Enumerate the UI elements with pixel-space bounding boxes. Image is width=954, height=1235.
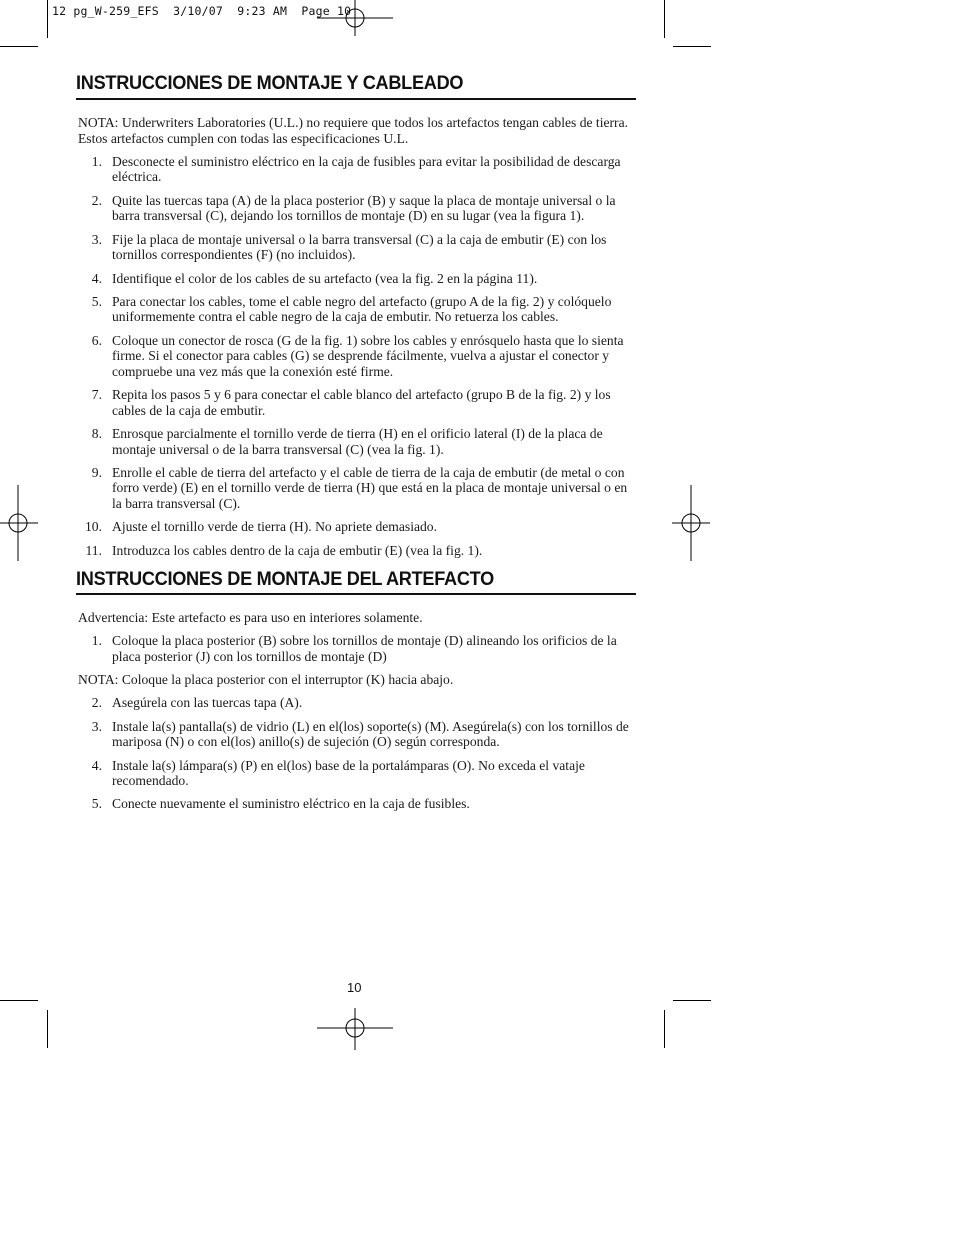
list-item	[78, 758, 636, 789]
ul-note: NOTA: Underwriters Laboratories (U.L.) no requiere que todos los artefactos tengan cables de tierra. Estos artefactos cumplen con todas las especificaciones U.L.	[78, 115, 629, 146]
step-text: Introduzca los cables dentro de la caja de embutir (E) (vea la fig. 1).	[112, 542, 483, 558]
step-number: 11.	[85, 542, 102, 558]
registration-mark-top-icon	[317, 0, 393, 40]
step-number: 8.	[91, 426, 102, 441]
step-number: 10.	[85, 519, 102, 535]
list-item	[78, 232, 636, 263]
step-number: 6.	[91, 332, 102, 348]
section-title-wiring: INSTRUCCIONES DE MONTAJE Y CABLEADO	[76, 72, 464, 94]
fixture-steps-list	[78, 633, 636, 664]
step-text: Identifique el color de los cables de su artefacto (vea la fig. 2 en la página 11).	[112, 270, 538, 286]
step-number: 3.	[91, 718, 102, 734]
step-text: Instale la(s) pantalla(s) de vidrio (L) en el(los) soporte(s) (M). Asegúrela(s) con los tornillos de mariposa (N) o con el(los) anillo(s) de sujeción (O) según corresponda.	[112, 718, 629, 750]
registration-mark-right-icon	[672, 485, 712, 561]
crop-mark	[664, 0, 665, 38]
crop-mark	[47, 0, 48, 38]
list-item	[78, 719, 636, 750]
step-number: 1.	[91, 633, 102, 649]
step-text: Desconecte el suministro eléctrico en la caja de fusibles para evitar la posibilidad de descarga eléctrica.	[112, 153, 621, 185]
registration-mark-bottom-icon	[317, 1008, 393, 1050]
step-text: Enrosque parcialmente el tornillo verde de tierra (H) en el orificio lateral (I) de la placa de montaje universal o de la barra transversal (C) (vea la fig. 1).	[112, 426, 603, 457]
section-rule	[76, 593, 636, 595]
list-item	[78, 333, 636, 380]
list-item	[78, 426, 636, 457]
crop-mark	[0, 46, 38, 47]
step-text: Enrolle el cable de tierra del artefacto y el cable de tierra de la caja de embutir (de metal o con forro verde) (E) en el tornillo verde de tierra (H) que está en la placa de montaje universal o en la barra transversal (C).	[112, 464, 628, 512]
list-item	[78, 271, 636, 287]
page-number: 10	[347, 980, 362, 995]
crop-mark	[47, 1010, 48, 1048]
step-number: 3.	[91, 231, 102, 247]
list-item	[78, 465, 636, 512]
list-item	[78, 695, 636, 711]
list-item	[78, 154, 636, 185]
step-text: Asegúrela con las tuercas tapa (A).	[112, 695, 303, 711]
list-item	[78, 387, 636, 418]
list-item	[78, 633, 636, 664]
step-number: 1.	[91, 153, 102, 169]
step-text: Conecte nuevamente el suministro eléctrico en la caja de fusibles.	[112, 796, 470, 812]
list-item	[78, 519, 636, 535]
step-number: 9.	[91, 464, 102, 480]
step-number: 2.	[91, 192, 102, 208]
wiring-steps-list	[78, 154, 636, 558]
list-item	[78, 796, 636, 812]
wiring-instructions	[78, 115, 636, 566]
list-item	[78, 294, 636, 325]
step-number: 7.	[91, 387, 102, 403]
step-text: Fije la placa de montaje universal o la barra transversal (C) a la caja de embutir (E) con los tornillos correspondientes (F) (no incluidos).	[112, 231, 607, 263]
crop-mark	[664, 1010, 665, 1048]
step-number: 4.	[91, 270, 102, 286]
step-text: Para conectar los cables, tome el cable negro del artefacto (grupo A de la fig. 2) y colóquelo uniformemente contra el cable negro de la caja de embutir. No retuerza los cables.	[112, 293, 612, 325]
step-text: Coloque la placa posterior (B) sobre los tornillos de montaje (D) alineando los orificios de la placa posterior (J) con los tornillos de montaje (D)	[112, 633, 617, 664]
warning-text: Advertencia: Este artefacto es para uso en interiores solamente.	[78, 610, 423, 625]
step-number: 5.	[91, 796, 102, 812]
crop-mark	[673, 46, 711, 47]
step-text: Repita los pasos 5 y 6 para conectar el cable blanco del artefacto (grupo B de la fig. 2) y los cables de la caja de embutir.	[112, 387, 611, 418]
fixture-instructions	[78, 610, 636, 820]
step-text: Coloque un conector de rosca (G de la fig. 1) sobre los cables y enrósquelo hasta que lo sienta firme. Si el conector para cables (G) se desprende fácilmente, vuelva a ajustar el conector y compruebe una vez más que la conexión esté firme.	[112, 332, 624, 379]
step-text: Quite las tuercas tapa (A) de la placa posterior (B) y saque la placa de montaje universal o la barra transversal (C), dejando los tornillos de montaje (D) en su lugar (vea la figura 1).	[112, 192, 616, 224]
section-title-fixture: INSTRUCCIONES DE MONTAJE DEL ARTEFACTO	[76, 568, 494, 590]
backplate-note: NOTA: Coloque la placa posterior con el interruptor (K) hacia abajo.	[78, 672, 454, 688]
registration-mark-left-icon	[0, 485, 40, 561]
step-number: 5.	[91, 293, 102, 309]
step-text: Ajuste el tornillo verde de tierra (H). No apriete demasiado.	[112, 519, 437, 535]
print-slug: 12 pg_W-259_EFS 3/10/07 9:23 AM Page 10	[52, 4, 352, 18]
list-item	[78, 543, 636, 559]
step-number: 4.	[91, 757, 102, 773]
crop-mark	[0, 1000, 38, 1001]
step-text: Instale la(s) lámpara(s) (P) en el(los) base de la portalámparas (O). No exceda el vataje recomendado.	[112, 757, 585, 789]
list-item	[78, 193, 636, 224]
section-rule	[76, 98, 636, 100]
fixture-steps-list-continued	[78, 695, 636, 812]
crop-mark	[673, 1000, 711, 1001]
step-number: 2.	[91, 695, 102, 711]
